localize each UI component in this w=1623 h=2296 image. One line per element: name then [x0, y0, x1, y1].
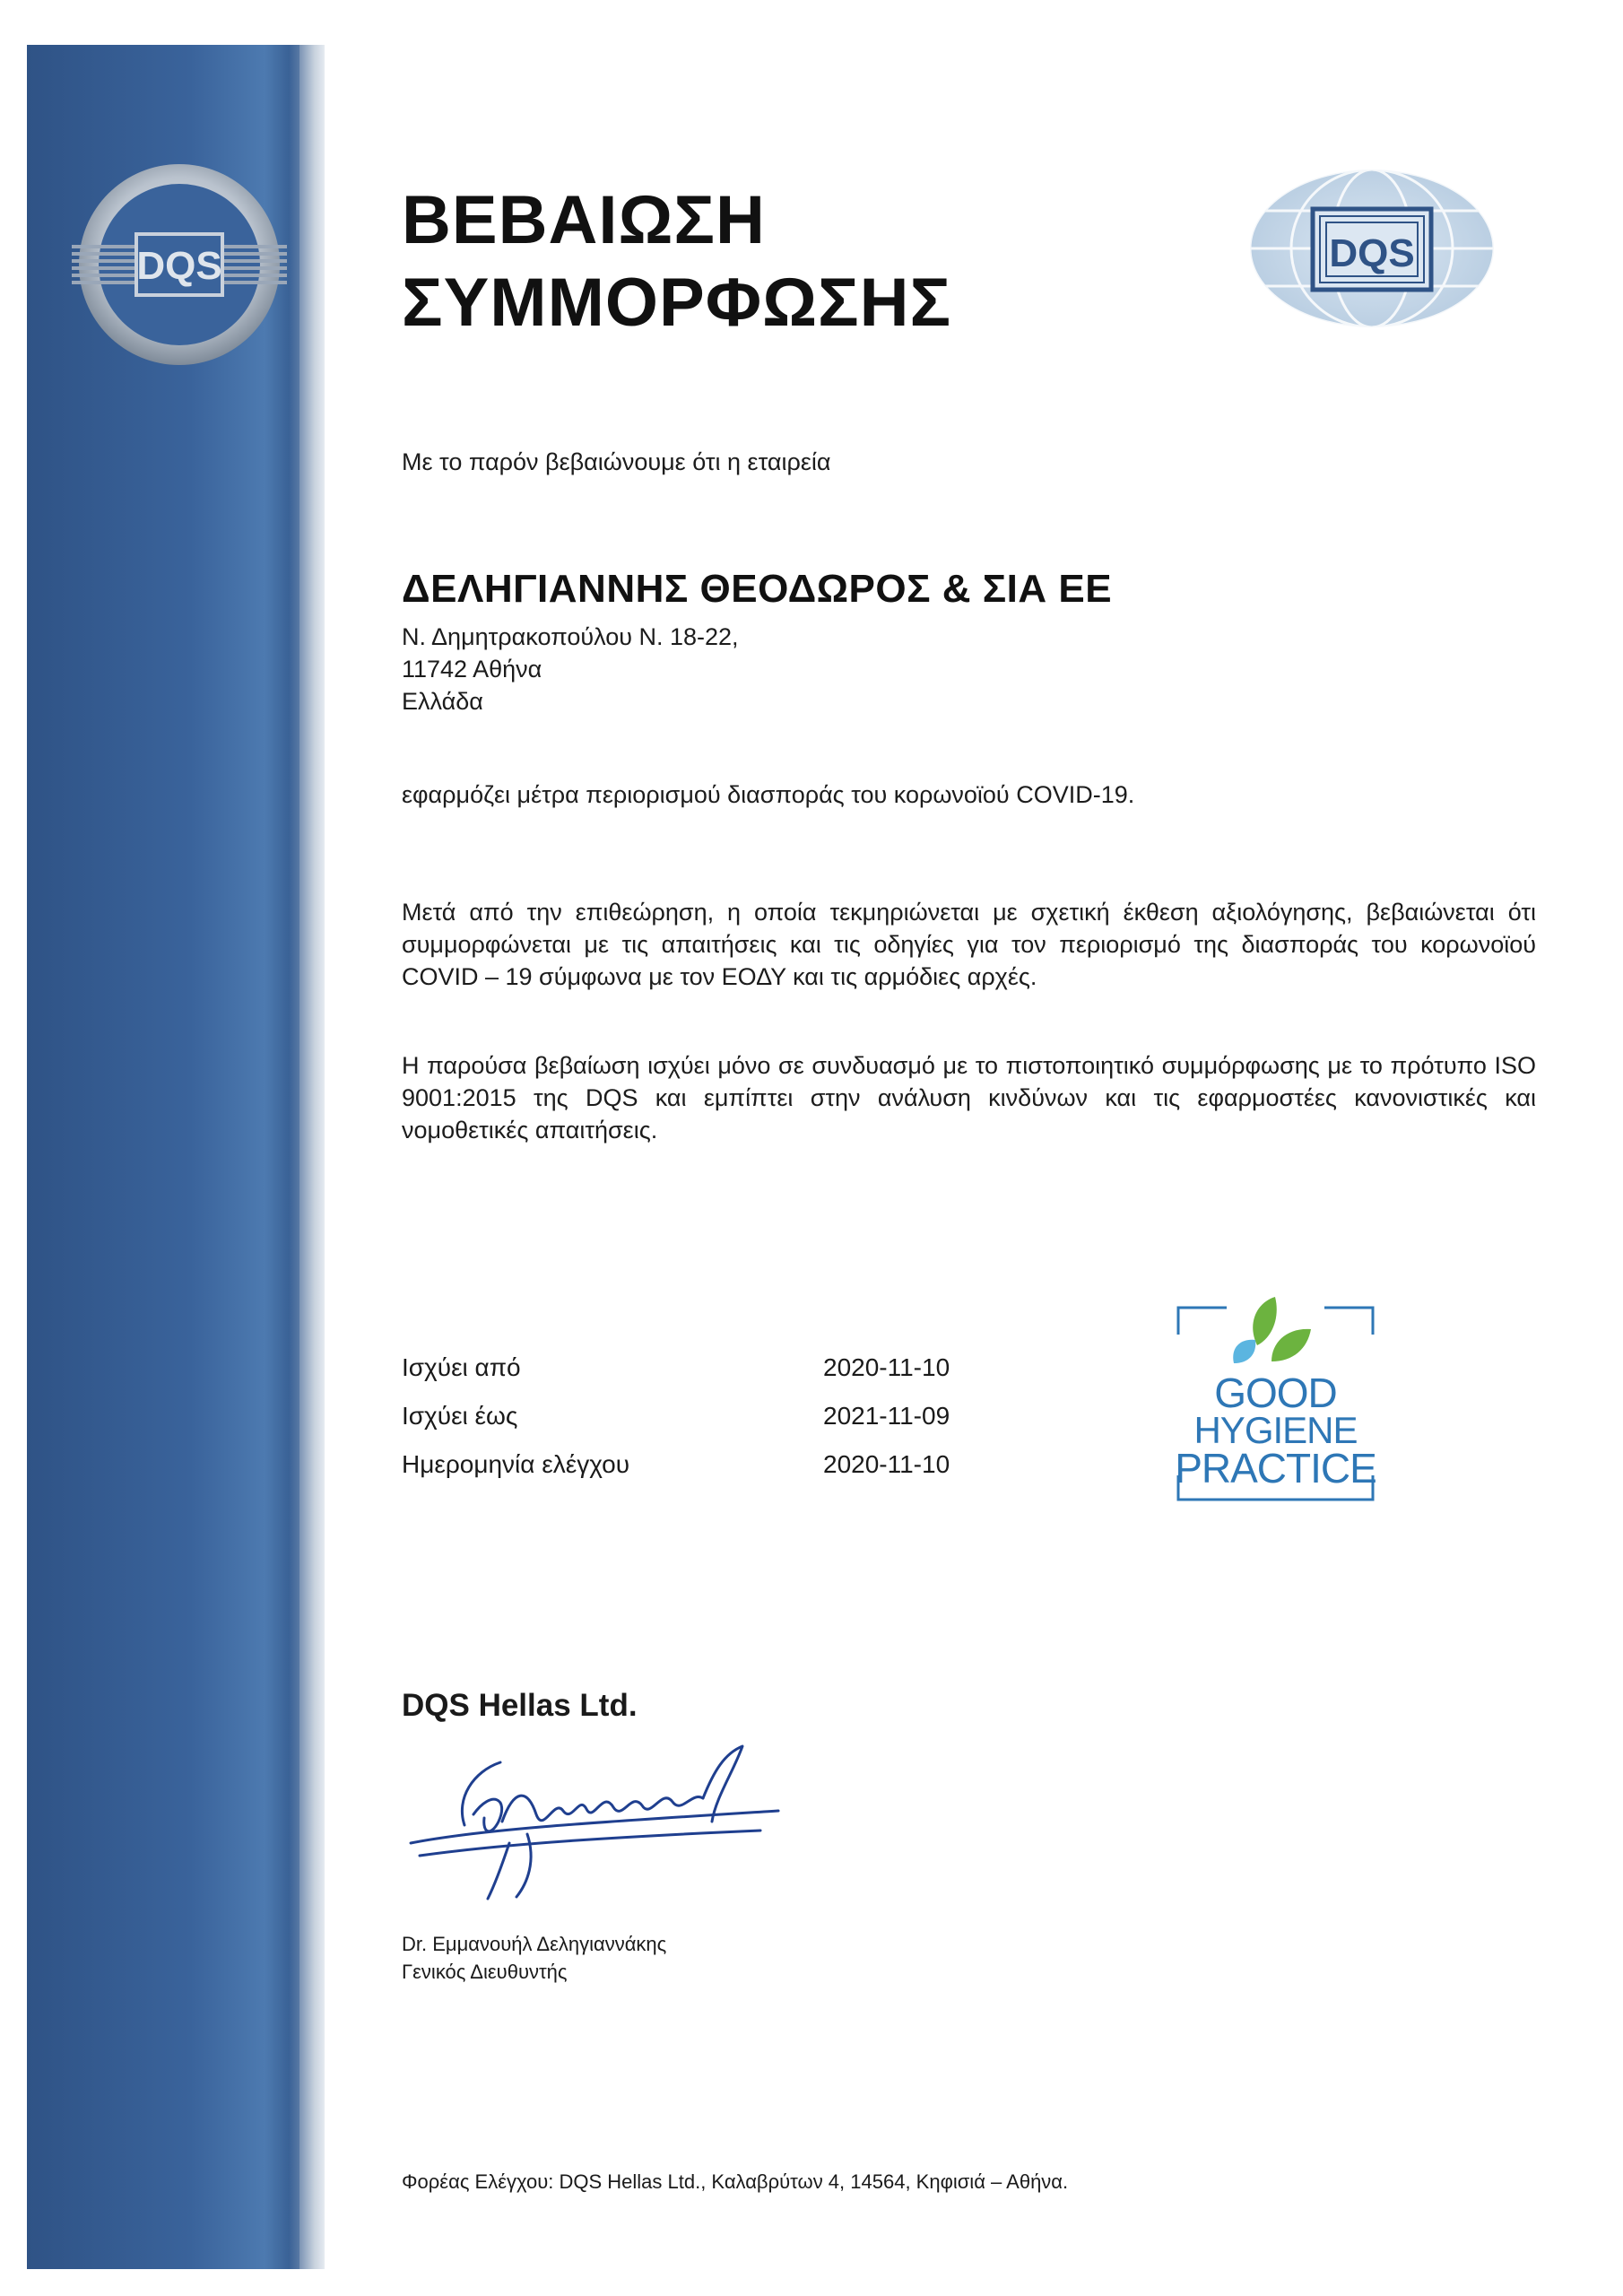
- date-row-valid-from: [402, 1344, 950, 1392]
- signature-image: [402, 1735, 796, 1906]
- statement-text: εφαρμόζει μέτρα περιορισμού διασποράς του κορωνοϊού COVID-19.: [402, 781, 1135, 808]
- signer-block: [402, 1930, 666, 1986]
- company-name: ΔΕΛΗΓΙΑΝΝΗΣ ΘΕΟΔΩΡΟΣ & ΣΙΑ ΕΕ: [402, 567, 1113, 611]
- validity-dates: [402, 1344, 950, 1489]
- svg-text:DQS: DQS: [136, 244, 222, 288]
- document-title: [402, 179, 951, 344]
- date-label: Ημερομηνία ελέγχου: [402, 1450, 630, 1478]
- date-label: Ισχύει έως: [402, 1402, 518, 1430]
- badge-line-practice: PRACTICE: [1175, 1445, 1376, 1492]
- leaf-icon: [1253, 1297, 1277, 1345]
- good-hygiene-practice-badge: [1175, 1292, 1376, 1511]
- date-value: 2021-11-09: [823, 1402, 950, 1430]
- signer-name: Dr. Εμμανουήλ Δεληγιαννάκης: [402, 1933, 667, 1955]
- paragraph-validity: Η παρούσα βεβαίωση ισχύει μόνο σε συνδυασμό με το πιστοποιητικό συμμόρφωσης με το πρότυπο ISO 9001:2015 της DQS και εμπίπτει στην ανάλυση κινδύνων και τις εφαρμοστέες κανονιστικές και νομοθετικές απαιτήσεις.: [402, 1052, 1536, 1144]
- paragraph-inspection: Μετά από την επιθεώρηση, η οποία τεκμηριώνεται με σχετική έκθεση αξιολόγησης, βεβαιώνεται ότι συμμορφώνεται με τις απαιτήσεις και τις οδηγίες για τον περιορισμό της διασποράς του κορωνοϊού COVID – 19 σύμφωνα με τον ΕΟΔΥ και τις αρμόδιες αρχές.: [402, 899, 1536, 990]
- address-country: Ελλάδα: [402, 688, 483, 715]
- badge-line-hygiene: HYGIENE: [1193, 1409, 1358, 1451]
- intro-text: Με το παρόν βεβαιώνουμε ότι η εταιρεία: [402, 448, 831, 475]
- footer-certification-body: Φορέας Ελέγχου: DQS Hellas Ltd., Καλαβρύτων 4, 14564, Κηφισιά – Αθήνα.: [402, 2170, 1069, 2193]
- signer-role: Γενικός Διευθυντής: [402, 1961, 568, 1983]
- address-street: Ν. Δημητρακοπούλου Ν. 18-22,: [402, 623, 739, 650]
- company-address: [402, 621, 739, 718]
- leaf-icon: [1271, 1329, 1311, 1361]
- address-city: 11742 Αθήνα: [402, 656, 542, 683]
- date-value: 2020-11-10: [823, 1353, 950, 1381]
- leaf-icon: [1233, 1340, 1255, 1363]
- svg-text:DQS: DQS: [1329, 231, 1415, 275]
- badge-line-good: GOOD: [1214, 1370, 1337, 1416]
- date-value: 2020-11-10: [823, 1450, 950, 1478]
- date-label: Ισχύει από: [402, 1353, 521, 1381]
- date-row-valid-until: [402, 1392, 950, 1440]
- title-line-2: ΣΥΜΜΟΡΦΩΣΗΣ: [402, 265, 952, 341]
- date-row-audit-date: [402, 1440, 950, 1489]
- side-band: [27, 45, 325, 2269]
- dqs-seal-logo: [72, 157, 287, 372]
- issuer-name: DQS Hellas Ltd.: [402, 1688, 638, 1723]
- title-line-1: ΒΕΒΑΙΩΣΗ: [402, 182, 766, 258]
- dqs-globe-logo: [1246, 166, 1497, 332]
